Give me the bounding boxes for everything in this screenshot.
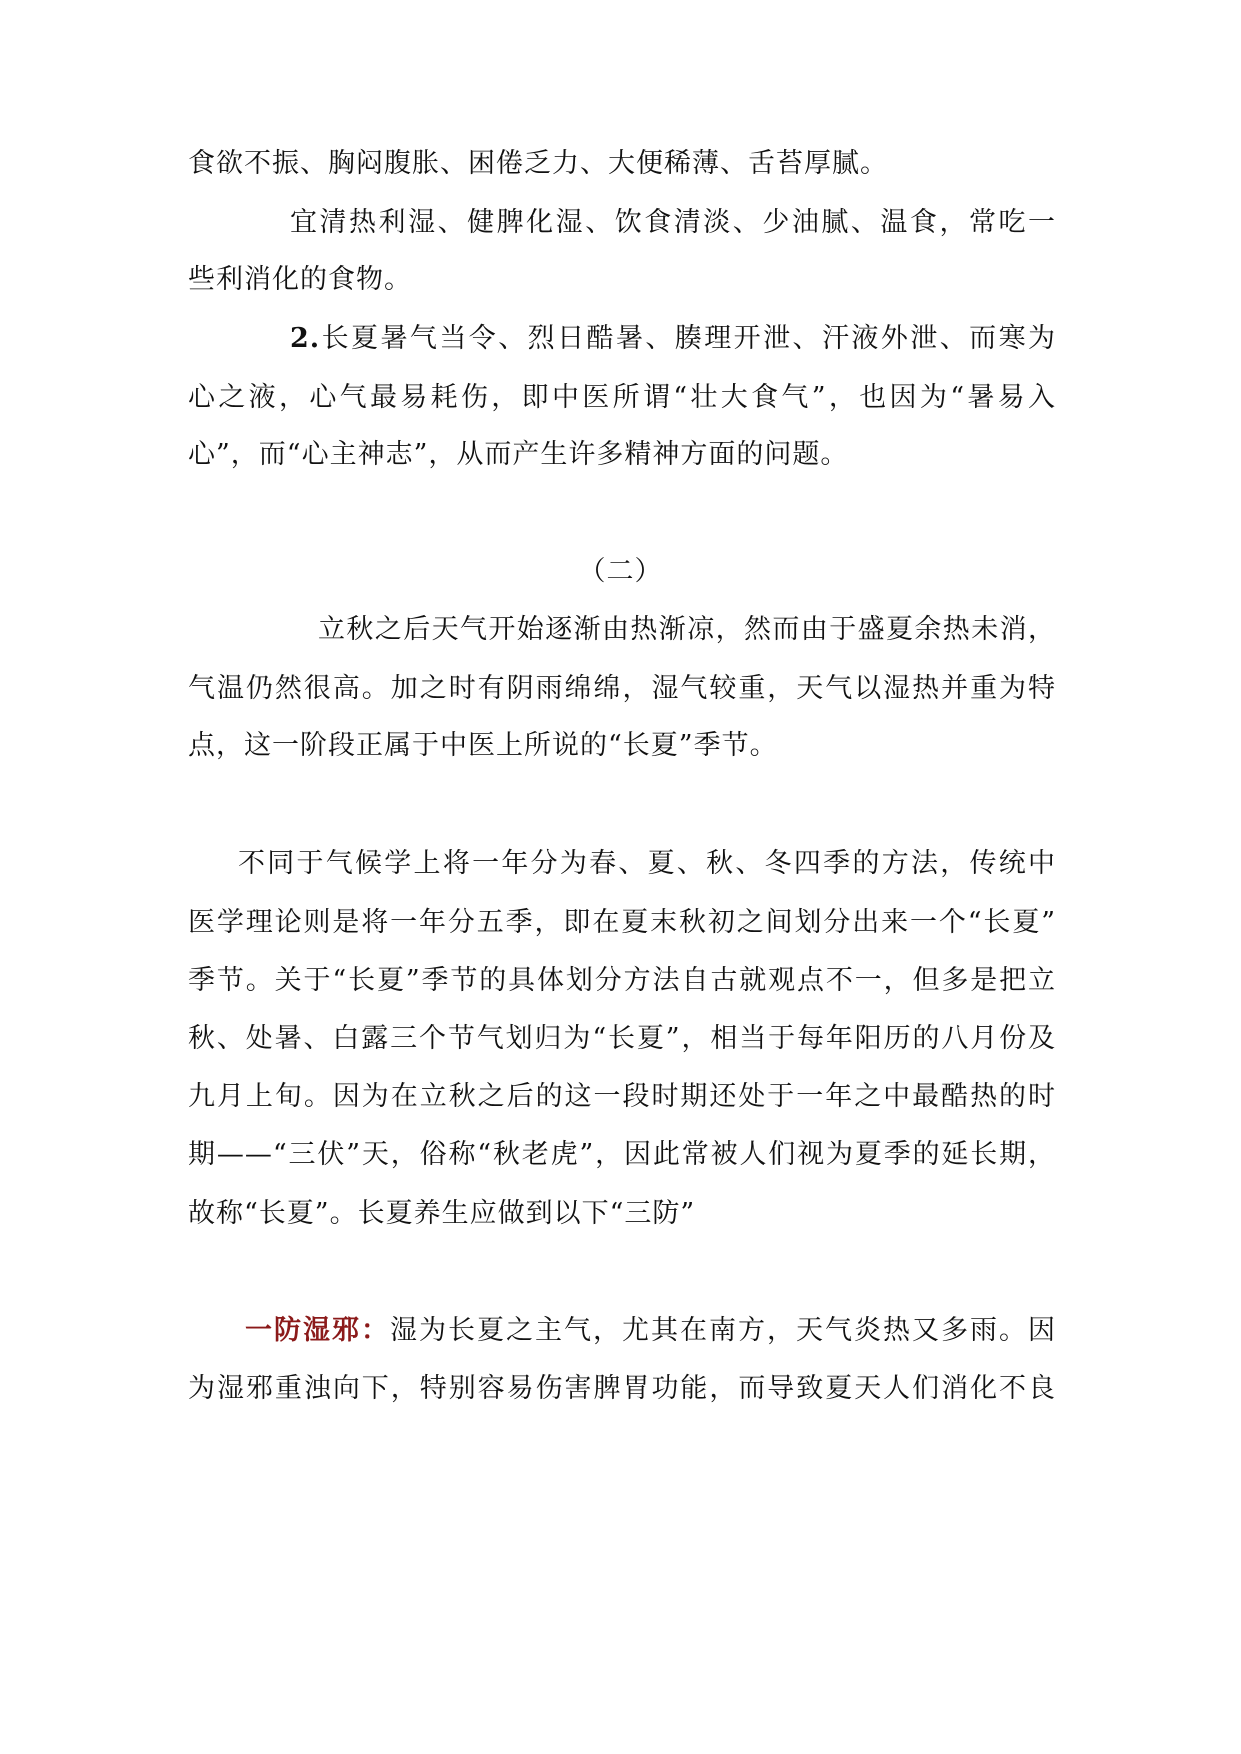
- text-line: 期——“三伏”天，俗称“秋老虎”，因此常被人们视为夏季的延长期，: [188, 1139, 1056, 1170]
- text-segment: 长夏暑气当令、烈日酷暑、腠理开泄、汗液外泄、而寒为: [320, 323, 1056, 354]
- text-line: 食欲不振、胸闷腹胀、困倦乏力、大便稀薄、舌苔厚腻。: [188, 148, 888, 179]
- text-line: 故称“长夏”。长夏养生应做到以下“三防”: [188, 1198, 696, 1229]
- section-heading: （二）: [578, 556, 663, 587]
- text-segment: 湿为长夏之主气，尤其在南方，天气炎热又多雨。因: [390, 1315, 1056, 1346]
- text-line: 秋、处暑、白露三个节气划归为“长夏”，相当于每年阳历的八月份及: [188, 1023, 1056, 1054]
- text-line: 些利消化的食物。: [188, 264, 412, 295]
- text-line: [245, 1313, 1056, 1349]
- text-line: 季节。关于“长夏”季节的具体划分方法自古就观点不一，但多是把立: [188, 965, 1056, 996]
- text-line: 心”，而“心主神志”，从而产生许多精神方面的问题。: [188, 439, 849, 470]
- text-line: 不同于气候学上将一年分为春、夏、秋、冬四季的方法，传统中: [238, 848, 1056, 879]
- text-line: 立秋之后天气开始逐渐由热渐凉，然而由于盛夏余热未消，: [318, 614, 1056, 645]
- text-line: 气温仍然很高。加之时有阴雨绵绵，湿气较重，天气以湿热并重为特: [188, 673, 1056, 704]
- text-line: 医学理论则是将一年分五季，即在夏末秋初之间划分出来一个“长夏”: [188, 907, 1056, 938]
- text-line: [290, 321, 1056, 357]
- text-line: 心之液，心气最易耗伤，即中医所谓“壮大食气”，也因为“暑易入: [188, 382, 1056, 413]
- list-number: 2.: [290, 323, 321, 354]
- text-line: 九月上旬。因为在立秋之后的这一段时期还处于一年之中最酷热的时: [188, 1081, 1056, 1112]
- text-line: 宜清热利湿、健脾化湿、饮食清淡、少油腻、温食，常吃一: [290, 207, 1056, 238]
- subheading-damp: 一防湿邪：: [245, 1315, 390, 1346]
- text-line: 为湿邪重浊向下，特别容易伤害脾胃功能，而导致夏天人们消化不良: [188, 1373, 1056, 1404]
- text-line: 点，这一阶段正属于中医上所说的“长夏”季节。: [188, 730, 778, 761]
